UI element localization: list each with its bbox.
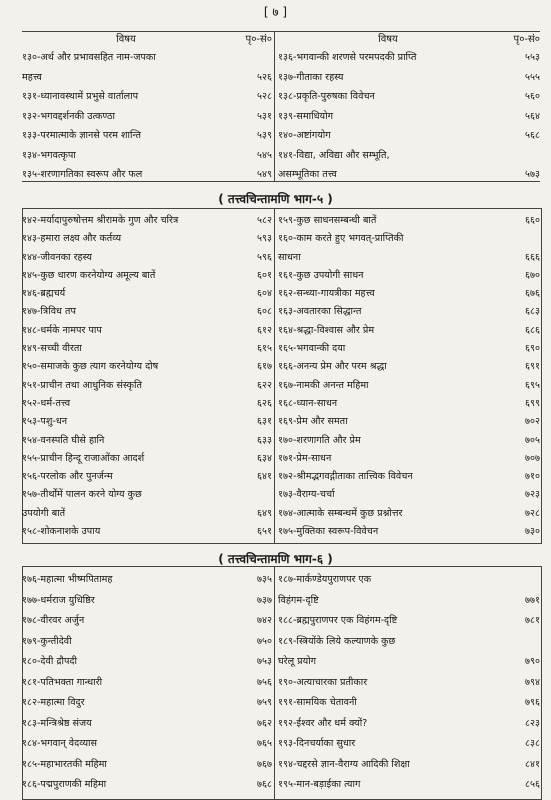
entry-title: १८९-स्त्रियोंके लिये कल्याणके कुछ bbox=[278, 635, 396, 647]
section-6-right-column bbox=[278, 570, 540, 796]
toc-entry bbox=[278, 693, 540, 714]
entry-page: ५३९ bbox=[257, 130, 272, 141]
entry-title: साधना bbox=[278, 251, 301, 263]
entry-page: ५२८ bbox=[257, 91, 272, 102]
toc-entry bbox=[22, 358, 272, 376]
page-number: [ ७ ] bbox=[263, 5, 288, 19]
entry-page: ७६२ bbox=[257, 717, 272, 729]
entry-page: ६६६ bbox=[525, 251, 540, 263]
toc-entry bbox=[278, 486, 540, 504]
entry-title: १६१-कुछ उपयोगी साधन bbox=[278, 269, 364, 281]
entry-page: ८३८ bbox=[525, 738, 540, 749]
entry-page: ५६८ bbox=[525, 130, 540, 141]
entry-page: ७०२ bbox=[525, 416, 540, 428]
entry-page bbox=[502, 230, 540, 248]
toc-entry bbox=[278, 285, 540, 303]
toc-entry bbox=[278, 570, 540, 591]
toc-entry bbox=[278, 611, 540, 632]
entry-page: ५४५ bbox=[257, 149, 272, 161]
section-5-left-column bbox=[22, 212, 272, 541]
entry-page: ५३१ bbox=[257, 110, 272, 122]
entry-title: १८८-ब्रह्मपुराणपर एक विहंगम-दृष्टि bbox=[278, 615, 398, 626]
entry-title: १५४-वनस्पति घीसे हानि bbox=[22, 434, 105, 446]
toc-entry bbox=[22, 673, 272, 694]
entry-page: ६३३ bbox=[257, 434, 272, 446]
entry-page: ६२६ bbox=[257, 397, 272, 409]
entry-page: ७८१ bbox=[525, 615, 540, 626]
entry-page: ५९६ bbox=[257, 251, 272, 263]
entry-title: १३१-ध्यानावस्थामें प्रभुसे वार्तालाप bbox=[22, 91, 139, 102]
toc-entry bbox=[278, 146, 540, 166]
toc-entry bbox=[278, 673, 540, 694]
toc-entry bbox=[278, 591, 540, 612]
entry-title: १७२-श्रीमद्भगवद्गीताका तात्त्विक विवेचन bbox=[278, 471, 413, 483]
entry-page bbox=[502, 632, 540, 653]
entry-page: ५६० bbox=[525, 91, 540, 102]
entry-title: १९४-चद्दरसे ज्ञान-वैराग्य आदिकी शिक्षा bbox=[278, 758, 410, 770]
toc-entry bbox=[22, 734, 272, 755]
entry-title: १८०-देवी द्रौपदी bbox=[22, 656, 77, 667]
toc-entry bbox=[278, 413, 540, 431]
entry-title: १५५-प्राचीन हिन्दू राजाओंका आदर्श bbox=[22, 452, 145, 464]
entry-title: १५६-परलोक और पुनर्जन्म bbox=[22, 471, 113, 483]
top-right-header bbox=[278, 34, 540, 46]
entry-title: १६३-अवतारका सिद्धान्त bbox=[278, 306, 362, 318]
section-5-right-entries bbox=[278, 212, 540, 541]
entry-title: १४०-अष्टांगयोग bbox=[278, 130, 331, 141]
entry-title: १८६-पद्मपुराणकी महिमा bbox=[22, 779, 107, 790]
section-5-right-column bbox=[278, 212, 540, 541]
entry-title: १७८-वीरवर अर्जुन bbox=[22, 615, 85, 626]
entry-page: ५७३ bbox=[525, 169, 540, 180]
entry-title: १८७-मार्कण्डेयपुराणपर एक bbox=[278, 574, 372, 585]
toc-entry bbox=[22, 267, 272, 285]
entry-page: ६९० bbox=[525, 343, 540, 355]
toc-entry bbox=[278, 652, 540, 673]
entry-title: १६५-भगवान्की दया bbox=[278, 343, 346, 355]
entry-title: १३४-भगवत्कृपा bbox=[22, 149, 76, 161]
toc-entry bbox=[22, 632, 272, 653]
top-left-entries bbox=[22, 48, 272, 185]
toc-entry bbox=[22, 652, 272, 673]
toc-entry bbox=[22, 377, 272, 395]
entry-page: ६१७ bbox=[257, 361, 272, 373]
entry-page: ७१० bbox=[525, 471, 540, 483]
toc-entry bbox=[22, 285, 272, 303]
toc-entry bbox=[22, 486, 272, 504]
entry-page: ७९६ bbox=[525, 697, 540, 708]
entry-page: ६८६ bbox=[525, 324, 540, 336]
entry-title: १४१-विद्या, अविद्या और सम्भूति, bbox=[278, 149, 390, 161]
toc-entry bbox=[22, 126, 272, 146]
entry-page: ६५१ bbox=[257, 526, 272, 538]
entry-page: ७५६ bbox=[257, 676, 272, 688]
toc-entry bbox=[278, 165, 540, 185]
entry-page: ५५३ bbox=[525, 52, 540, 63]
toc-entry bbox=[22, 468, 272, 486]
entry-page: ६१२ bbox=[257, 324, 272, 336]
toc-entry bbox=[278, 468, 540, 486]
entry-page: ५२६ bbox=[257, 71, 272, 83]
toc-entry bbox=[22, 107, 272, 127]
entry-title: १७७-धर्मराज युधिष्ठिर bbox=[22, 594, 95, 606]
entry-title: १८१-पतिभक्ता गान्धारी bbox=[22, 676, 103, 688]
top-column-divider bbox=[274, 31, 275, 181]
toc-entry bbox=[22, 714, 272, 735]
entry-title: असम्भूतिका तत्त्व bbox=[278, 169, 337, 180]
toc-entry bbox=[22, 432, 272, 450]
toc-entry bbox=[278, 322, 540, 340]
entry-title: १३७-गीताका रहस्य bbox=[278, 71, 344, 83]
entry-title: १७५-मुक्तिका स्वरूप-विवेचन bbox=[278, 526, 379, 538]
entry-page: ५६४ bbox=[525, 110, 540, 122]
top-right-column bbox=[278, 34, 540, 185]
entry-page: ६४९ bbox=[257, 507, 272, 519]
entry-page: ७९० bbox=[525, 656, 540, 667]
section-6-title: ( तत्त्वचिन्तामणि भाग-६ ) bbox=[218, 552, 333, 566]
entry-page: ७५९ bbox=[257, 697, 272, 708]
toc-entry bbox=[278, 755, 540, 776]
entry-page: ६८३ bbox=[525, 306, 540, 318]
entry-title: १९३-दिनचर्याका सुधार bbox=[278, 738, 356, 749]
entry-title: १८४-भगवान् वेदव्यास bbox=[22, 738, 98, 749]
toc-entry bbox=[278, 523, 540, 541]
toc-entry bbox=[22, 413, 272, 431]
toc-entry bbox=[22, 230, 272, 248]
entry-title: १४७-त्रिविध तप bbox=[22, 306, 76, 318]
entry-page: ६७० bbox=[525, 269, 540, 281]
entry-page: ६४१ bbox=[257, 471, 272, 483]
header-page: पृ०-सं० bbox=[513, 34, 540, 45]
header-page: पृ०-सं० bbox=[245, 34, 272, 45]
toc-entry bbox=[278, 68, 540, 88]
toc-entry bbox=[22, 48, 272, 68]
toc-entry bbox=[278, 775, 540, 796]
entry-title: १७३-वैराग्य-चर्चा bbox=[278, 489, 335, 501]
section-6-right-entries bbox=[278, 570, 540, 796]
entry-title: १७९-कुन्तीदेवी bbox=[22, 635, 72, 647]
toc-entry bbox=[22, 146, 272, 166]
entry-title: १९२-ईश्वर और धर्म क्यों? bbox=[278, 717, 368, 729]
entry-title: १७४-आत्माके सम्बन्धमें कुछ प्रश्नोत्तर bbox=[278, 507, 403, 519]
toc-entry bbox=[22, 693, 272, 714]
entry-title: १५१-प्राचीन तथा आधुनिक संस्कृति bbox=[22, 379, 142, 391]
entry-title: १४६-ब्रह्मचर्य bbox=[22, 288, 66, 300]
entry-title: १३६-भगवान्की शरणसे परमपदकी प्राप्ति bbox=[278, 52, 417, 63]
toc-entry bbox=[278, 714, 540, 735]
section-5-title: ( तत्त्वचिन्तामणि भाग-५ ) bbox=[218, 192, 333, 206]
section-5-left-entries bbox=[22, 212, 272, 541]
top-right-entries bbox=[278, 48, 540, 185]
toc-entry bbox=[278, 432, 540, 450]
toc-entry bbox=[22, 303, 272, 321]
entry-page: ६९५ bbox=[525, 379, 540, 391]
entry-page: ७२३ bbox=[525, 489, 540, 501]
entry-title: १४९-सच्ची वीरता bbox=[22, 343, 82, 355]
entry-title: १६८-ध्यान-साधन bbox=[278, 397, 338, 409]
entry-page: ६२२ bbox=[257, 379, 272, 391]
toc-entry bbox=[22, 68, 272, 88]
entry-title: १८५-महाभारतकी महिमा bbox=[22, 758, 107, 770]
toc-entry bbox=[278, 358, 540, 376]
entry-title: १३८-प्रकृति-पुरुषका विवेचन bbox=[278, 91, 375, 102]
entry-page: ६३४ bbox=[257, 452, 272, 464]
toc-entry bbox=[22, 611, 272, 632]
entry-title: १४३-हमारा लक्ष्य और कर्तव्य bbox=[22, 233, 122, 245]
entry-page: ६९१ bbox=[525, 361, 540, 373]
entry-title: १५९-कुछ साधनसम्बन्धी बातें bbox=[278, 215, 377, 226]
entry-page: ७६५ bbox=[257, 738, 272, 749]
entry-title: १३२-भगवद्दर्शनकी उत्कण्ठा bbox=[22, 110, 116, 122]
toc-entry bbox=[22, 249, 272, 267]
toc-entry bbox=[278, 632, 540, 653]
entry-title: १६९-प्रेम और समता bbox=[278, 416, 348, 428]
top-left-column bbox=[22, 34, 272, 185]
entry-page: ६९९ bbox=[525, 397, 540, 409]
entry-title: १४२-मर्यादापुरुषोत्तम श्रीरामके गुण और चरित्र bbox=[22, 215, 179, 226]
entry-page bbox=[234, 486, 272, 504]
entry-title: १३०-अर्थ और प्रभावसहित नाम-जपका bbox=[22, 52, 156, 63]
entry-page bbox=[502, 146, 540, 166]
entry-page: ७३७ bbox=[257, 594, 272, 606]
toc-entry bbox=[278, 340, 540, 358]
entry-page: ७६८ bbox=[257, 779, 272, 790]
entry-title: १५८-शोकनाशके उपाय bbox=[22, 526, 101, 538]
toc-entry bbox=[22, 775, 272, 796]
entry-page: ७५० bbox=[257, 635, 272, 647]
toc-entry bbox=[278, 126, 540, 146]
entry-title: घरेलू प्रयोग bbox=[278, 656, 317, 667]
entry-page: ७३५ bbox=[257, 574, 272, 585]
toc-entry bbox=[22, 755, 272, 776]
entry-title: १९५-मान-बड़ाईका त्याग bbox=[278, 779, 361, 790]
top-rule bbox=[22, 31, 540, 32]
entry-title: १७१-प्रेम-साधन bbox=[278, 452, 332, 464]
entry-page: ७६७ bbox=[257, 758, 272, 770]
entry-page: ५९३ bbox=[257, 233, 272, 245]
entry-title: १५३-पशु-धन bbox=[22, 416, 68, 428]
toc-entry bbox=[22, 450, 272, 468]
toc-entry bbox=[22, 395, 272, 413]
entry-title: १७०-शरणागति और प्रेम bbox=[278, 434, 361, 446]
entry-page: ७४२ bbox=[257, 615, 272, 626]
entry-page: ५५५ bbox=[525, 71, 540, 83]
entry-page: ७९४ bbox=[525, 676, 540, 688]
header-subject: विषय bbox=[378, 34, 398, 45]
entry-title: १६२-सन्ध्या-गायत्रीका महत्त्व bbox=[278, 288, 375, 300]
toc-entry bbox=[22, 212, 272, 230]
toc-entry bbox=[278, 377, 540, 395]
toc-entry bbox=[278, 48, 540, 68]
toc-entry bbox=[22, 591, 272, 612]
entry-title: १८३-मन्त्रिश्रेष्ठ संजय bbox=[22, 717, 92, 729]
entry-page: ६०१ bbox=[257, 269, 272, 281]
entry-page: ७०७ bbox=[525, 452, 540, 464]
toc-entry bbox=[22, 340, 272, 358]
toc-entry bbox=[278, 303, 540, 321]
entry-title: १७६-महात्मा भीष्मपितामह bbox=[22, 574, 113, 585]
section-6-left-column bbox=[22, 570, 272, 796]
toc-entry bbox=[278, 395, 540, 413]
section-5-divider bbox=[274, 208, 275, 544]
toc-entry bbox=[278, 249, 540, 267]
entry-title: उपयोगी बातें bbox=[22, 507, 66, 519]
entry-title: विहंगम-दृष्टि bbox=[278, 594, 319, 606]
entry-title: १६४-श्रद्धा-विश्वास और प्रेम bbox=[278, 324, 375, 336]
entry-title: १८२-महात्मा विदुर bbox=[22, 697, 85, 708]
entry-page: ६६० bbox=[525, 215, 540, 226]
entry-title: १६६-अनन्य प्रेम और परम श्रद्धा bbox=[278, 361, 387, 373]
entry-page: ५८२ bbox=[257, 215, 272, 226]
toc-entry bbox=[278, 87, 540, 107]
top-left-header bbox=[22, 34, 272, 46]
entry-page: ७०५ bbox=[525, 434, 540, 446]
toc-entry bbox=[278, 230, 540, 248]
header-subject: विषय bbox=[116, 34, 136, 45]
entry-page: ७३० bbox=[525, 526, 540, 538]
entry-title: १४८-धर्मके नामपर पाप bbox=[22, 324, 102, 336]
entry-title: १५०-समाजके कुछ त्याग करनेयोग्य दोष bbox=[22, 361, 159, 373]
entry-title: १५७-तीर्थोंमें पालन करने योग्य कुछ bbox=[22, 489, 142, 501]
entry-page: ८५६ bbox=[525, 779, 540, 790]
entry-title: १३५-शरणागतिका स्वरूप और फल bbox=[22, 169, 143, 180]
entry-title: १४५-कुछ धारण करनेयोग्य अमूल्य बातें bbox=[22, 269, 156, 281]
entry-title: १४४-जीवनका रहस्य bbox=[22, 251, 92, 263]
section-6-left-entries bbox=[22, 570, 272, 796]
entry-page: ६३१ bbox=[257, 416, 272, 428]
entry-page: ७२८ bbox=[525, 507, 540, 519]
entry-title: १९०-अत्याचारका प्रतीकार bbox=[278, 676, 368, 688]
entry-page: ६०४ bbox=[257, 288, 272, 300]
toc-entry bbox=[22, 505, 272, 523]
entry-title: १३३-परमात्माके ज्ञानसे परम शान्ति bbox=[22, 130, 141, 141]
toc-entry bbox=[22, 322, 272, 340]
toc-entry bbox=[278, 212, 540, 230]
toc-entry bbox=[278, 107, 540, 127]
toc-entry bbox=[278, 267, 540, 285]
entry-page: ५४९ bbox=[257, 169, 272, 180]
entry-title: १९१-सामयिक चेतावनी bbox=[278, 697, 357, 708]
entry-page: ८२३ bbox=[525, 717, 540, 729]
toc-entry bbox=[22, 87, 272, 107]
entry-title: १५२-धर्म-तत्त्व bbox=[22, 397, 71, 409]
toc-entry bbox=[22, 165, 272, 185]
entry-page: ६०८ bbox=[257, 306, 272, 318]
section-6-divider bbox=[274, 566, 275, 800]
toc-entry bbox=[278, 734, 540, 755]
entry-page: ८४१ bbox=[525, 758, 540, 770]
entry-page bbox=[502, 570, 540, 591]
toc-entry bbox=[278, 450, 540, 468]
toc-entry bbox=[22, 523, 272, 541]
entry-page: ६७६ bbox=[525, 288, 540, 300]
entry-title: १६०-काम करते हुए भगवत्-प्राप्तिकी bbox=[278, 233, 404, 245]
entry-title: १६७-नामकी अनन्त महिमा bbox=[278, 379, 369, 391]
entry-page: ६१५ bbox=[257, 343, 272, 355]
entry-title: महत्त्व bbox=[22, 71, 42, 83]
toc-entry bbox=[278, 505, 540, 523]
entry-page bbox=[234, 48, 272, 68]
toc-entry bbox=[22, 570, 272, 591]
entry-title: १३९-समाधियोग bbox=[278, 110, 333, 122]
entry-page: ७५३ bbox=[257, 656, 272, 667]
entry-page: ७७१ bbox=[525, 594, 540, 606]
